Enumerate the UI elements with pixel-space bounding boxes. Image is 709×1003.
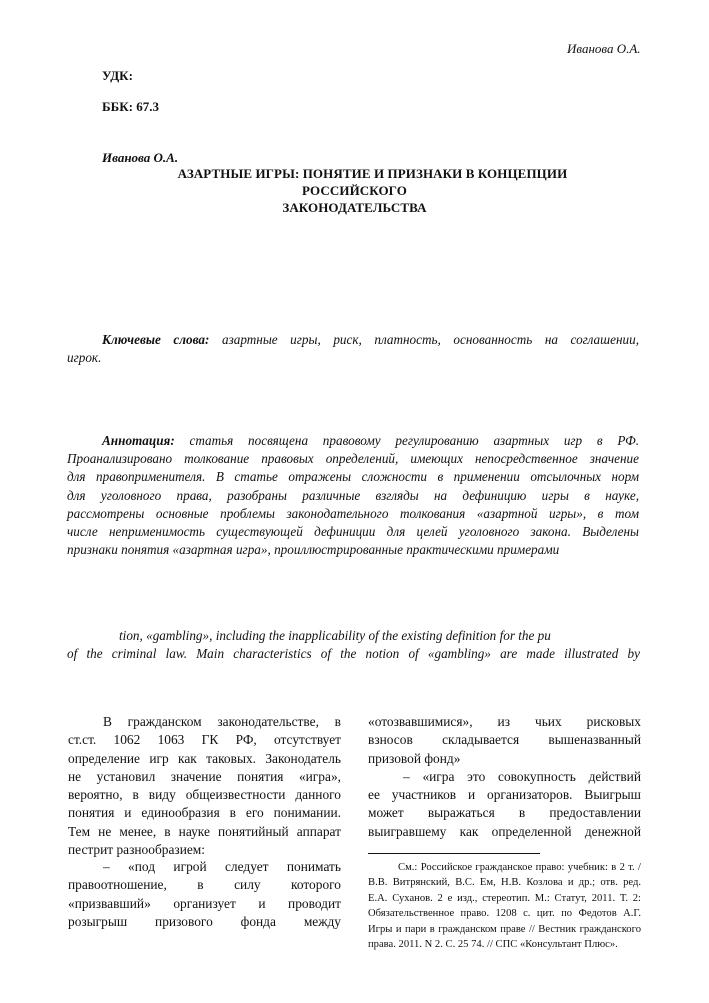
keywords-text: азартные игры, риск, платность, основанность на соглашении, — [209, 332, 639, 347]
body-line: определение игр как таковых. Законодатель — [68, 750, 341, 766]
abstract-block — [67, 432, 639, 559]
article-author: Иванова О.А. — [102, 150, 179, 165]
body-line: не установил значение понятия «игра», — [68, 768, 341, 784]
footnote-line: В.В. Витрянский, В.С. Ем, Н.В. Козлова и др.; отв. ред. — [368, 877, 641, 889]
abstract-line: Проанализировано толкование правовых определений, имеющих непосредственное значение — [67, 451, 639, 467]
body-line: «призвавший» организует и проводит — [68, 895, 341, 911]
body-line: ее участников и организаторов. Выигрыш — [368, 787, 641, 803]
english-line: tion, «gambling», including the inapplicability of the existing definition for the pu — [119, 628, 551, 643]
body-line: может выражаться в предоставлении — [368, 805, 641, 821]
article-title-line-2: РОССИЙСКОГО — [302, 183, 407, 198]
body-line: В гражданском законодательстве, в — [103, 714, 341, 729]
abstract-line: числе неприменимость существующей дефиниции для целей уголовного закона. Выделены — [67, 523, 639, 539]
keywords-line — [67, 331, 639, 349]
body-left-paragraph-2 — [68, 858, 341, 931]
abstract-line: рассмотрены основные проблемы законодательного толкования «азартной игры», в том — [67, 505, 639, 521]
footnote-line: Игры и пари в гражданском праве // Вестник гражданского — [368, 923, 641, 935]
abstract-line: для правоприменителя. В статье отражены сложности в применении отсылочных норм — [67, 469, 639, 485]
body-line: понятия и единообразия в его понимании. — [68, 805, 341, 821]
body-line: – «игра это совокупность действий — [403, 768, 641, 784]
english-abstract-fragment — [67, 627, 640, 663]
footnote-line: Е.А. Суханов. 2 е изд., стереотип. М.: Статут, 2011. Т. 2: — [368, 892, 641, 904]
footnote-line: Обязательственное право. 1208 с. цит. по Федотов А.Г. — [368, 908, 641, 920]
abstract-line: признаки понятия «азартная игра», проиллюстрированные практическими примерами — [67, 542, 560, 558]
article-title-line-3: ЗАКОНОДАТЕЛЬСТВА — [282, 200, 427, 215]
body-line: розыгрыш призового фонда между — [68, 913, 341, 929]
abstract-line: для уголовного права, разобраны различные взгляды на дефиницию игры в науке, — [67, 487, 639, 503]
keywords-block — [67, 331, 639, 367]
keywords-label: Ключевые слова: — [102, 332, 210, 347]
body-line: ст.ст. 1062 1063 ГК РФ, отсутствует — [68, 732, 341, 748]
body-left-paragraph-1 — [68, 713, 341, 859]
body-line: – «под игрой следует понимать — [103, 859, 341, 874]
body-line: взносов складывается вышеназванный — [368, 732, 641, 748]
body-line: пестрит разнообразием: — [68, 842, 205, 858]
article-title-line-1: АЗАРТНЫЕ ИГРЫ: ПОНЯТИЕ И ПРИЗНАКИ В КОНЦЕПЦИИ — [177, 166, 568, 181]
body-line: выигравшему как определенной денежной — [368, 823, 641, 839]
udk-label: УДК: — [102, 68, 133, 83]
running-header-author: Иванова О.А. — [567, 41, 641, 56]
abstract-line — [67, 432, 639, 450]
abstract-text: статья посвящена правовому регулированию азартных игр в РФ. — [174, 433, 639, 448]
body-line: Тем не менее, в науке понятийный аппарат — [68, 823, 341, 839]
body-line: вероятно, в виду общеизвестности данного — [68, 787, 341, 803]
body-line: правоотношение, в силу которого — [68, 877, 341, 893]
footnote — [368, 860, 641, 952]
keywords-line: игрок. — [67, 350, 102, 366]
footnote-line: права. 2011. N 2. С. 25 74. // СПС «Консультант Плюс». — [368, 938, 618, 950]
footnote-line: См.: Российское гражданское право: учебник: в 2 т. / — [398, 862, 641, 873]
abstract-label: Аннотация: — [102, 433, 175, 448]
body-line: «отозвавшимися», из чьих рисковых — [368, 714, 641, 729]
footnote-separator — [368, 853, 540, 854]
bbk-label: ББК: 67.3 — [102, 99, 159, 114]
body-right-column — [368, 713, 641, 841]
body-line: призовой фонд» — [368, 750, 461, 766]
english-line: of the criminal law. Main characteristics of the notion of «gambling» are made illustrated by — [67, 646, 640, 662]
